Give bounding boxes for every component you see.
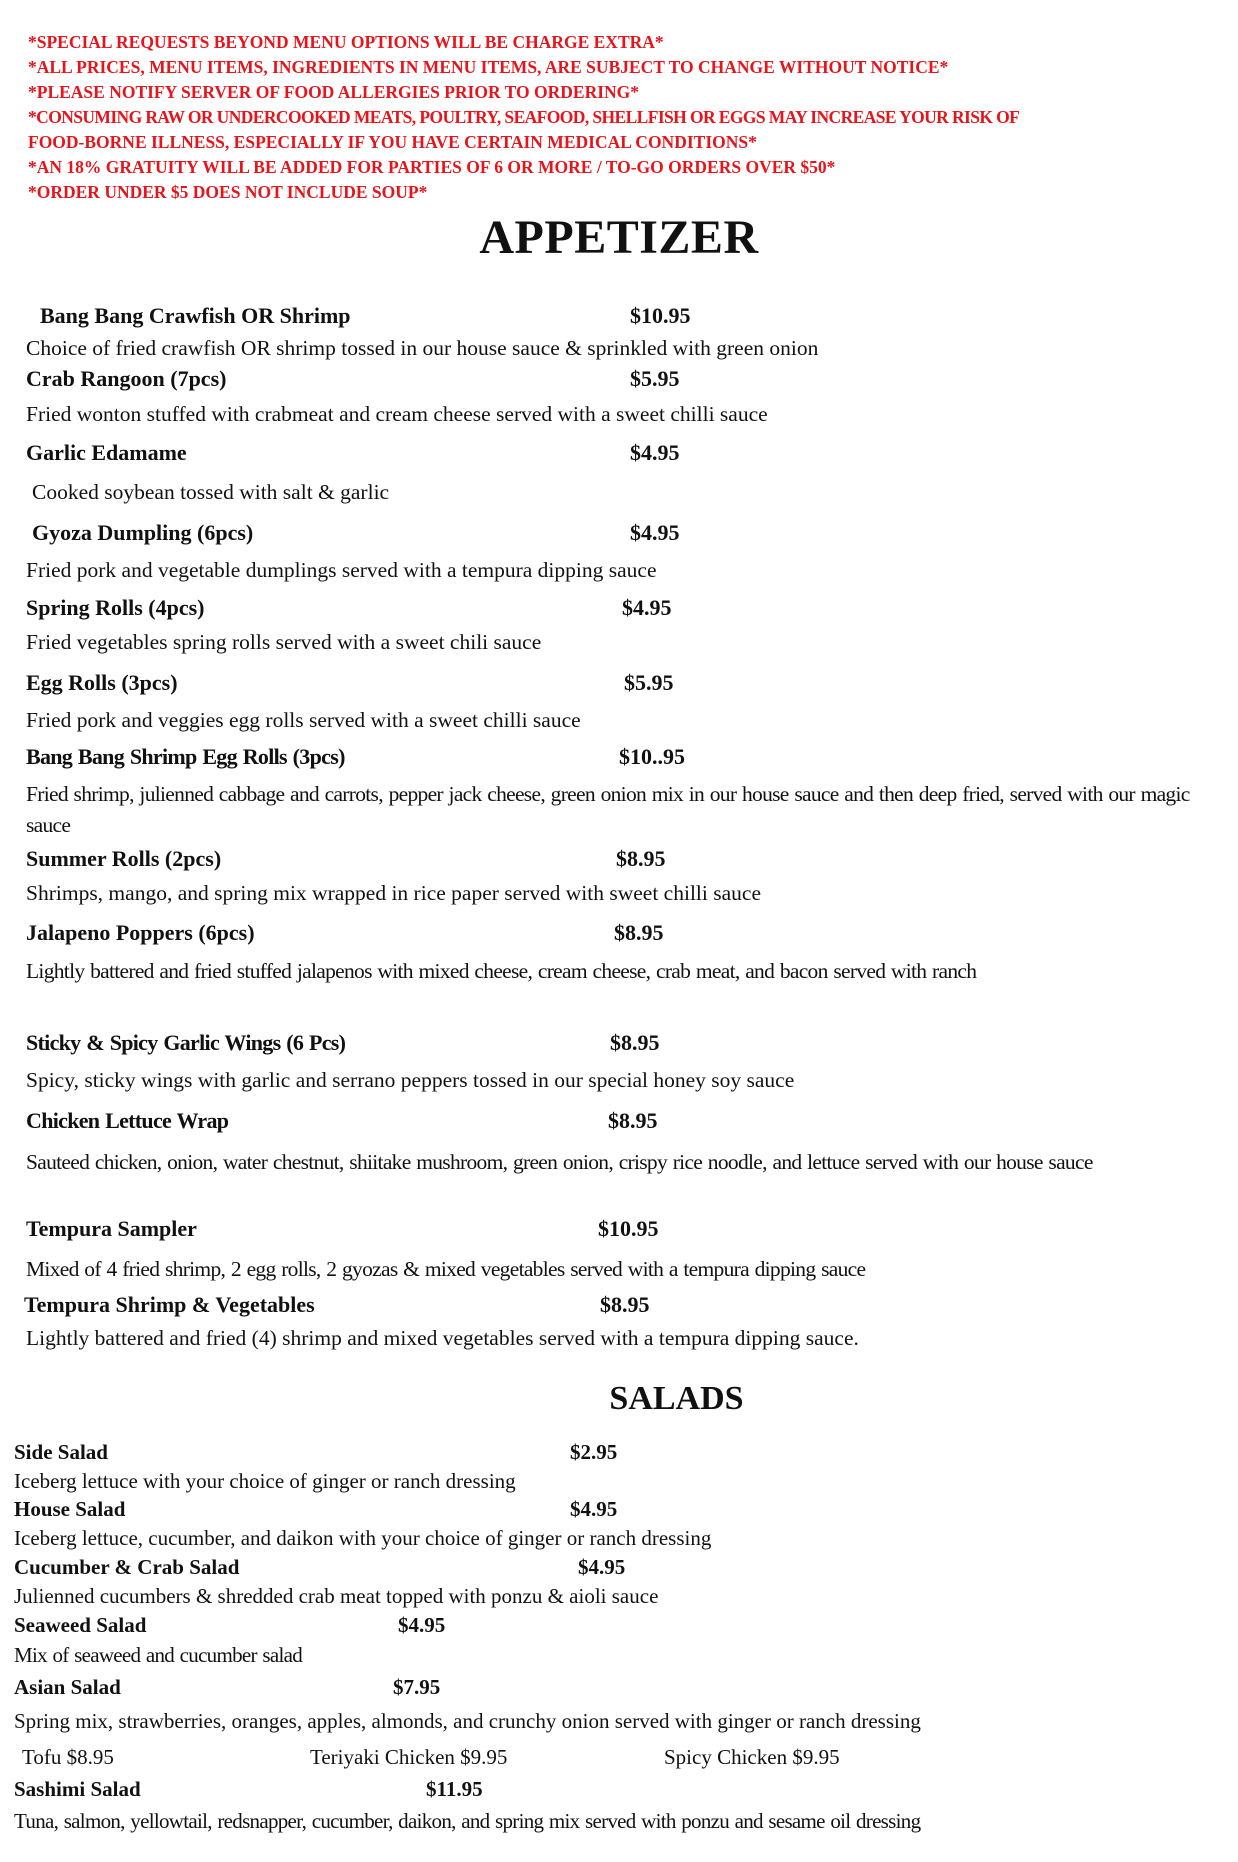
item-price: $8.95 — [616, 846, 666, 871]
asian-salad-option: Teriyaki Chicken $9.95 — [310, 1745, 508, 1769]
item-name: Bang Bang Shrimp Egg Rolls (3pcs) — [26, 744, 345, 769]
notice-line: *AN 18% GRATUITY WILL BE ADDED FOR PARTIES OF 6 OR MORE / TO-GO ORDERS OVER $50* — [28, 157, 836, 177]
item-name: Sashimi Salad — [14, 1777, 141, 1801]
item-name: Tempura Shrimp & Vegetables — [24, 1292, 315, 1317]
item-desc: Mixed of 4 fried shrimp, 2 egg rolls, 2 gyozas & mixed vegetables served with a tempura dipping sauce — [26, 1257, 866, 1281]
item-name: House Salad — [14, 1497, 126, 1521]
item-name: Sticky & Spicy Garlic Wings (6 Pcs) — [26, 1030, 346, 1055]
notices-block — [28, 30, 1228, 205]
item-desc: Fried pork and vegetable dumplings served with a tempura dipping sauce — [26, 558, 657, 582]
item-name: Egg Rolls (3pcs) — [26, 670, 178, 695]
item-desc: Fried shrimp, julienned cabbage and carrots, pepper jack cheese, green onion mix in our house sauce and then deep fried, served with our magic sauce — [26, 782, 1190, 837]
item-price: $4.95 — [622, 595, 672, 620]
item-name: Gyoza Dumpling (6pcs) — [32, 520, 254, 545]
item-price: $5.95 — [630, 366, 680, 391]
item-price: $8.95 — [614, 920, 664, 945]
item-name: Spring Rolls (4pcs) — [26, 595, 205, 620]
appetizer-heading: APPETIZER — [479, 211, 759, 264]
item-price: $4.95 — [578, 1555, 626, 1579]
item-desc: Spring mix, strawberries, oranges, apples, almonds, and crunchy onion served with ginger or ranch dressing — [14, 1709, 921, 1733]
asian-salad-option: Tofu $8.95 — [22, 1745, 114, 1769]
item-price: $4.95 — [630, 440, 680, 465]
notice-line: *ALL PRICES, MENU ITEMS, INGREDIENTS IN MENU ITEMS, ARE SUBJECT TO CHANGE WITHOUT NOTICE* — [28, 57, 949, 77]
item-price: $10.95 — [598, 1216, 659, 1241]
item-name: Garlic Edamame — [26, 440, 187, 465]
item-name: Jalapeno Poppers (6pcs) — [26, 920, 255, 945]
item-price: $2.95 — [570, 1440, 618, 1464]
item-desc: Fried vegetables spring rolls served with a sweet chili sauce — [26, 630, 542, 654]
item-desc: Tuna, salmon, yellowtail, redsnapper, cucumber, daikon, and spring mix served with ponzu and sesame oil dressing — [14, 1809, 921, 1833]
item-desc: Lightly battered and fried stuffed jalapenos with mixed cheese, cream cheese, crab meat, and bacon served with ranch — [26, 959, 977, 983]
item-price: $10..95 — [619, 744, 685, 769]
item-name: Crab Rangoon (7pcs) — [26, 366, 227, 391]
item-name: Chicken Lettuce Wrap — [26, 1108, 229, 1133]
item-desc: Fried pork and veggies egg rolls served with a sweet chilli sauce — [26, 708, 581, 732]
item-name: Bang Bang Crawfish OR Shrimp — [40, 303, 351, 328]
item-desc: Lightly battered and fried (4) shrimp and mixed vegetables served with a tempura dipping sauce. — [26, 1326, 859, 1350]
notice-line: *PLEASE NOTIFY SERVER OF FOOD ALLERGIES PRIOR TO ORDERING* — [28, 82, 640, 102]
item-price: $4.95 — [398, 1613, 446, 1637]
item-desc: Iceberg lettuce, cucumber, and daikon with your choice of ginger or ranch dressing — [14, 1526, 712, 1550]
item-price: $4.95 — [570, 1497, 618, 1521]
salads-heading: SALADS — [609, 1380, 744, 1417]
item-desc: Spicy, sticky wings with garlic and serrano peppers tossed in our special honey soy sauce — [26, 1068, 795, 1092]
notice-line: *CONSUMING RAW OR UNDERCOOKED MEATS, POULTRY, SEAFOOD, SHELLFISH OR EGGS MAY INCREASE YOUR RISK OF — [28, 107, 1020, 127]
item-name: Side Salad — [14, 1440, 108, 1464]
item-price: $11.95 — [426, 1777, 483, 1801]
item-desc: Cooked soybean tossed with salt & garlic — [32, 480, 390, 504]
item-name: Cucumber & Crab Salad — [14, 1555, 240, 1579]
item-desc: Choice of fried crawfish OR shrimp tossed in our house sauce & sprinkled with green onion — [26, 336, 819, 360]
item-price: $10.95 — [630, 303, 691, 328]
item-price: $8.95 — [600, 1292, 650, 1317]
item-desc: Sauteed chicken, onion, water chestnut, shiitake mushroom, green onion, crispy rice noodle, and lettuce served with our house sauce — [26, 1150, 1093, 1174]
item-price: $8.95 — [610, 1030, 660, 1055]
item-price: $7.95 — [393, 1675, 441, 1699]
item-desc: Iceberg lettuce with your choice of ginger or ranch dressing — [14, 1469, 516, 1493]
item-name: Asian Salad — [14, 1675, 121, 1699]
item-price: $5.95 — [624, 670, 674, 695]
item-name: Tempura Sampler — [26, 1216, 197, 1241]
notice-line: FOOD-BORNE ILLNESS, ESPECIALLY IF YOU HAVE CERTAIN MEDICAL CONDITIONS* — [28, 132, 757, 152]
notice-line: *ORDER UNDER $5 DOES NOT INCLUDE SOUP* — [28, 182, 428, 202]
item-desc: Shrimps, mango, and spring mix wrapped in rice paper served with sweet chilli sauce — [26, 881, 761, 905]
item-desc: Mix of seaweed and cucumber salad — [14, 1643, 303, 1667]
item-price: $8.95 — [608, 1108, 658, 1133]
notice-line: *SPECIAL REQUESTS BEYOND MENU OPTIONS WILL BE CHARGE EXTRA* — [28, 32, 664, 52]
item-desc: Julienned cucumbers & shredded crab meat topped with ponzu & aioli sauce — [14, 1584, 659, 1608]
item-desc: Fried wonton stuffed with crabmeat and cream cheese served with a sweet chilli sauce — [26, 402, 768, 426]
item-name: Summer Rolls (2pcs) — [26, 846, 222, 871]
asian-salad-option: Spicy Chicken $9.95 — [664, 1745, 840, 1769]
item-name: Seaweed Salad — [14, 1613, 147, 1637]
item-price: $4.95 — [630, 520, 680, 545]
